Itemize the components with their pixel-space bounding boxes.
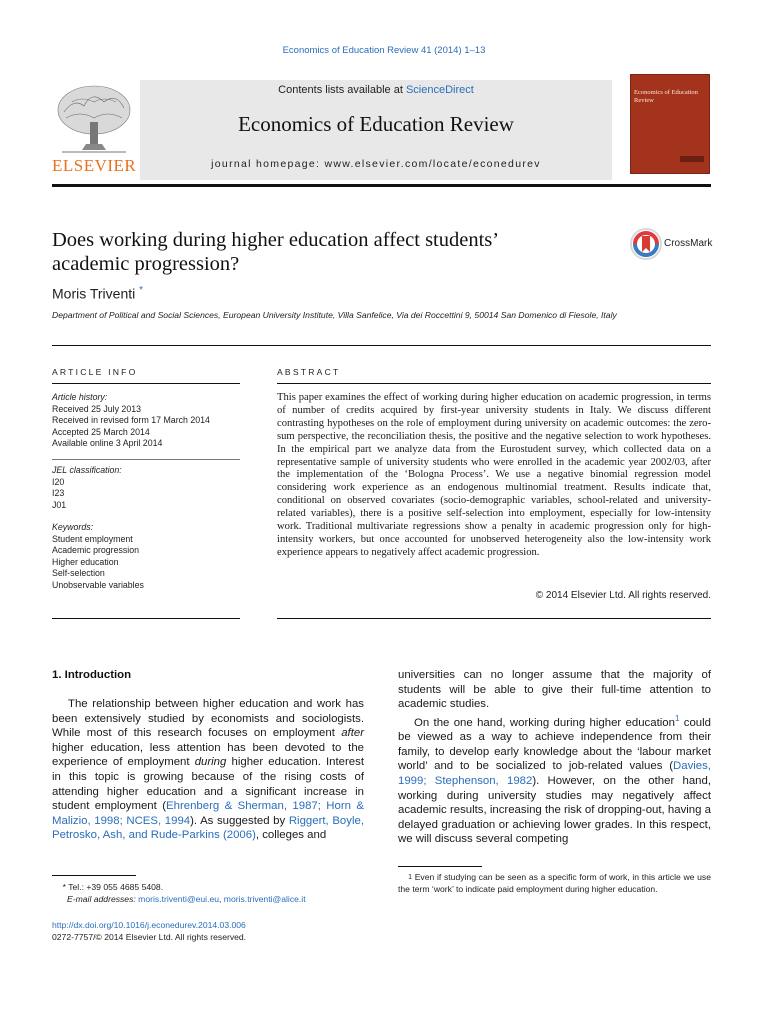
abstract-rule (277, 383, 711, 384)
doi-block (52, 920, 364, 944)
citation-link[interactable]: Ehrenberg & Sherman, 1987; Horn & Malizio, 1998; NCES, 1994 (52, 800, 364, 827)
article-info-bottom-rule (52, 618, 240, 619)
keyword-item: Unobservable variables (52, 579, 144, 590)
footnote-text: Even if studying can be seen as a specific form of work, in this article we use the term ‘work’ to indicate paid employment during higher education. (398, 872, 711, 894)
author-name-text[interactable]: Moris Triventi (52, 285, 136, 302)
keywords-label: Keywords: (52, 522, 94, 532)
keyword-item: Self-selection (52, 568, 105, 578)
journal-citation[interactable]: Economics of Education Review 41 (2014) 1–13 (282, 45, 486, 56)
footnote-rule-right (398, 866, 482, 867)
citation-link[interactable]: Riggert, Boyle, Petrosko, Ash, and Rude-Parkins (2006) (52, 814, 364, 842)
history-revised: Received in revised form 17 March 2014 (52, 415, 210, 425)
jel-code: I23 (52, 488, 65, 498)
history-label: Article history: (52, 392, 108, 402)
intro-left-column (52, 697, 364, 843)
crossmark-icon[interactable] (630, 228, 662, 260)
journal-homepage[interactable]: journal homepage: www.elsevier.com/locate/econedurev (211, 158, 541, 170)
emphasis-after: after (341, 727, 364, 740)
article-history (52, 392, 240, 450)
history-accepted: Accepted 25 March 2014 (52, 426, 150, 437)
article-info-rule (52, 383, 240, 384)
history-online: Available online 3 April 2014 (52, 438, 163, 448)
keyword-item: Higher education (52, 556, 119, 567)
author-email-line (52, 894, 364, 906)
cover-title: Economics of Education Review (634, 89, 698, 104)
issn-copyright: 0272-7757/© 2014 Elsevier Ltd. All rights reserved. (52, 931, 247, 942)
intro-paragraph-continued: universities can no longer assume that the majority of students will be able to give their full-time attention to academic studies. (398, 669, 711, 711)
citation-link[interactable]: Davies, 1999; Stephenson, 1982 (398, 760, 711, 787)
footnote-rule-left (52, 875, 136, 876)
masthead-rule (52, 184, 711, 187)
history-rule (52, 459, 240, 460)
abstract-text: This paper examines the effect of working during higher education on academic progression, in terms of number of credits acquired by first-year university students in Italy. We discuss different contrasting hypotheses on the role of employment during university on academic outcomes: the zero-sum perspective, the reconciliation thesis, the positive and the negative selection to work hypotheses. In the empirical part we analyze data from the Eurostudent survey, which collected data on a representative sample of university students who were enrolled in the academic year 2002/03, after the implementation of the ‘Bologna Process’. We use a negative binomial regression model considering work experience as an endogenous multinomial treatment. Results indicate that, conditional on observed covariates (socio-demographic variables, school-related and university-related variables), there is a positive self-selection into employment, especially for low-intensity work. Traditional multivariate regressions show a penalty in academic progression only for high-intensity workers, but once accounted for unobserved heterogeneity also the low-intensity work experience appears to negatively affect academic progression. (277, 392, 711, 558)
text-run: The relationship between higher education and work has been extensively studied by economists and sociologists. While most of this research focuses on employment (52, 698, 364, 740)
intro-right-column (398, 668, 711, 847)
text-run: higher education. Interest in this topic is growing because of the rising costs of attending higher education and a significant increase in student employment ( (52, 756, 364, 813)
text-run: , colleges and (255, 829, 327, 842)
email-link[interactable]: moris.triventi@eui.eu (138, 893, 220, 904)
abstract-copyright: © 2014 Elsevier Ltd. All rights reserved. (535, 590, 711, 601)
text-run: ). As suggested by (190, 814, 289, 827)
footnote-1 (398, 872, 711, 896)
author-name (52, 285, 143, 302)
jel-label: JEL classification: (52, 465, 122, 475)
text-run: higher education, less attention has been devoted to the experience of employment (52, 741, 364, 769)
text-run: could be viewed as a way to achieve independence from their family, to develop early knowledge about the ‘labour market world’ and to be socialized to job-related values ( (398, 716, 712, 773)
author-footnote (52, 882, 364, 906)
elsevier-wordmark: ELSEVIER (52, 156, 137, 175)
jel-code: I20 (52, 476, 65, 487)
jel-code: J01 (52, 499, 67, 510)
article-title: Does working during higher education affect students’ academic progression? (52, 229, 498, 275)
keyword-item: Academic progression (52, 545, 140, 555)
email-separator: , (219, 893, 224, 904)
history-received: Received 25 July 2013 (52, 403, 142, 414)
contents-line (140, 84, 612, 96)
author-tel-line (52, 882, 364, 894)
crossmark-label[interactable]: CrossMark (664, 238, 713, 249)
sciencedirect-link[interactable]: ScienceDirect (405, 84, 474, 96)
article-info-heading: ARTICLE INFO (52, 367, 138, 377)
footnote-reference[interactable]: 1 (674, 713, 680, 723)
email-label: E-mail addresses: (67, 893, 136, 904)
affiliation-rule (52, 345, 711, 346)
author-telephone: Tel.: +39 055 4685 5408. (68, 882, 164, 892)
footnote-number: 1 (408, 874, 412, 881)
keyword-item: Student employment (52, 533, 133, 544)
emphasis-during: during (194, 756, 227, 769)
email-link[interactable]: moris.triventi@alice.it (223, 893, 306, 904)
journal-title: Economics of Education Review (238, 112, 514, 136)
text-run: On the one hand, working during higher education (414, 716, 675, 729)
contents-prefix: Contents lists available at (278, 84, 406, 96)
text-run: ). However, on the other hand, working during university studies may negatively affect academic results, increasing the risk of dropping-out, having a delayed graduation or achieving lower grades. In this respect, we will discuss several competing (398, 774, 712, 846)
elsevier-tree-logo (52, 82, 136, 156)
cover-logo-mark (680, 156, 704, 162)
section-title-introduction: 1. Introduction (52, 669, 132, 681)
intro-paragraph-1 (52, 697, 364, 843)
author-footnote-mark[interactable]: * (139, 285, 144, 296)
abstract-heading: ABSTRACT (277, 367, 341, 377)
jel-classification (52, 465, 240, 511)
intro-paragraph-2 (398, 712, 711, 847)
abstract-bottom-rule (277, 618, 711, 619)
footnote-star: * (62, 882, 66, 892)
doi-link[interactable]: http://dx.doi.org/10.1016/j.econedurev.2014.03.006 (52, 920, 246, 930)
author-affiliation: Department of Political and Social Sciences, European University Institute, Villa Sanfelice, Via dei Roccettini 9, 50014 San Domenico di Fiesole, Italy (52, 310, 617, 320)
keywords (52, 522, 240, 591)
